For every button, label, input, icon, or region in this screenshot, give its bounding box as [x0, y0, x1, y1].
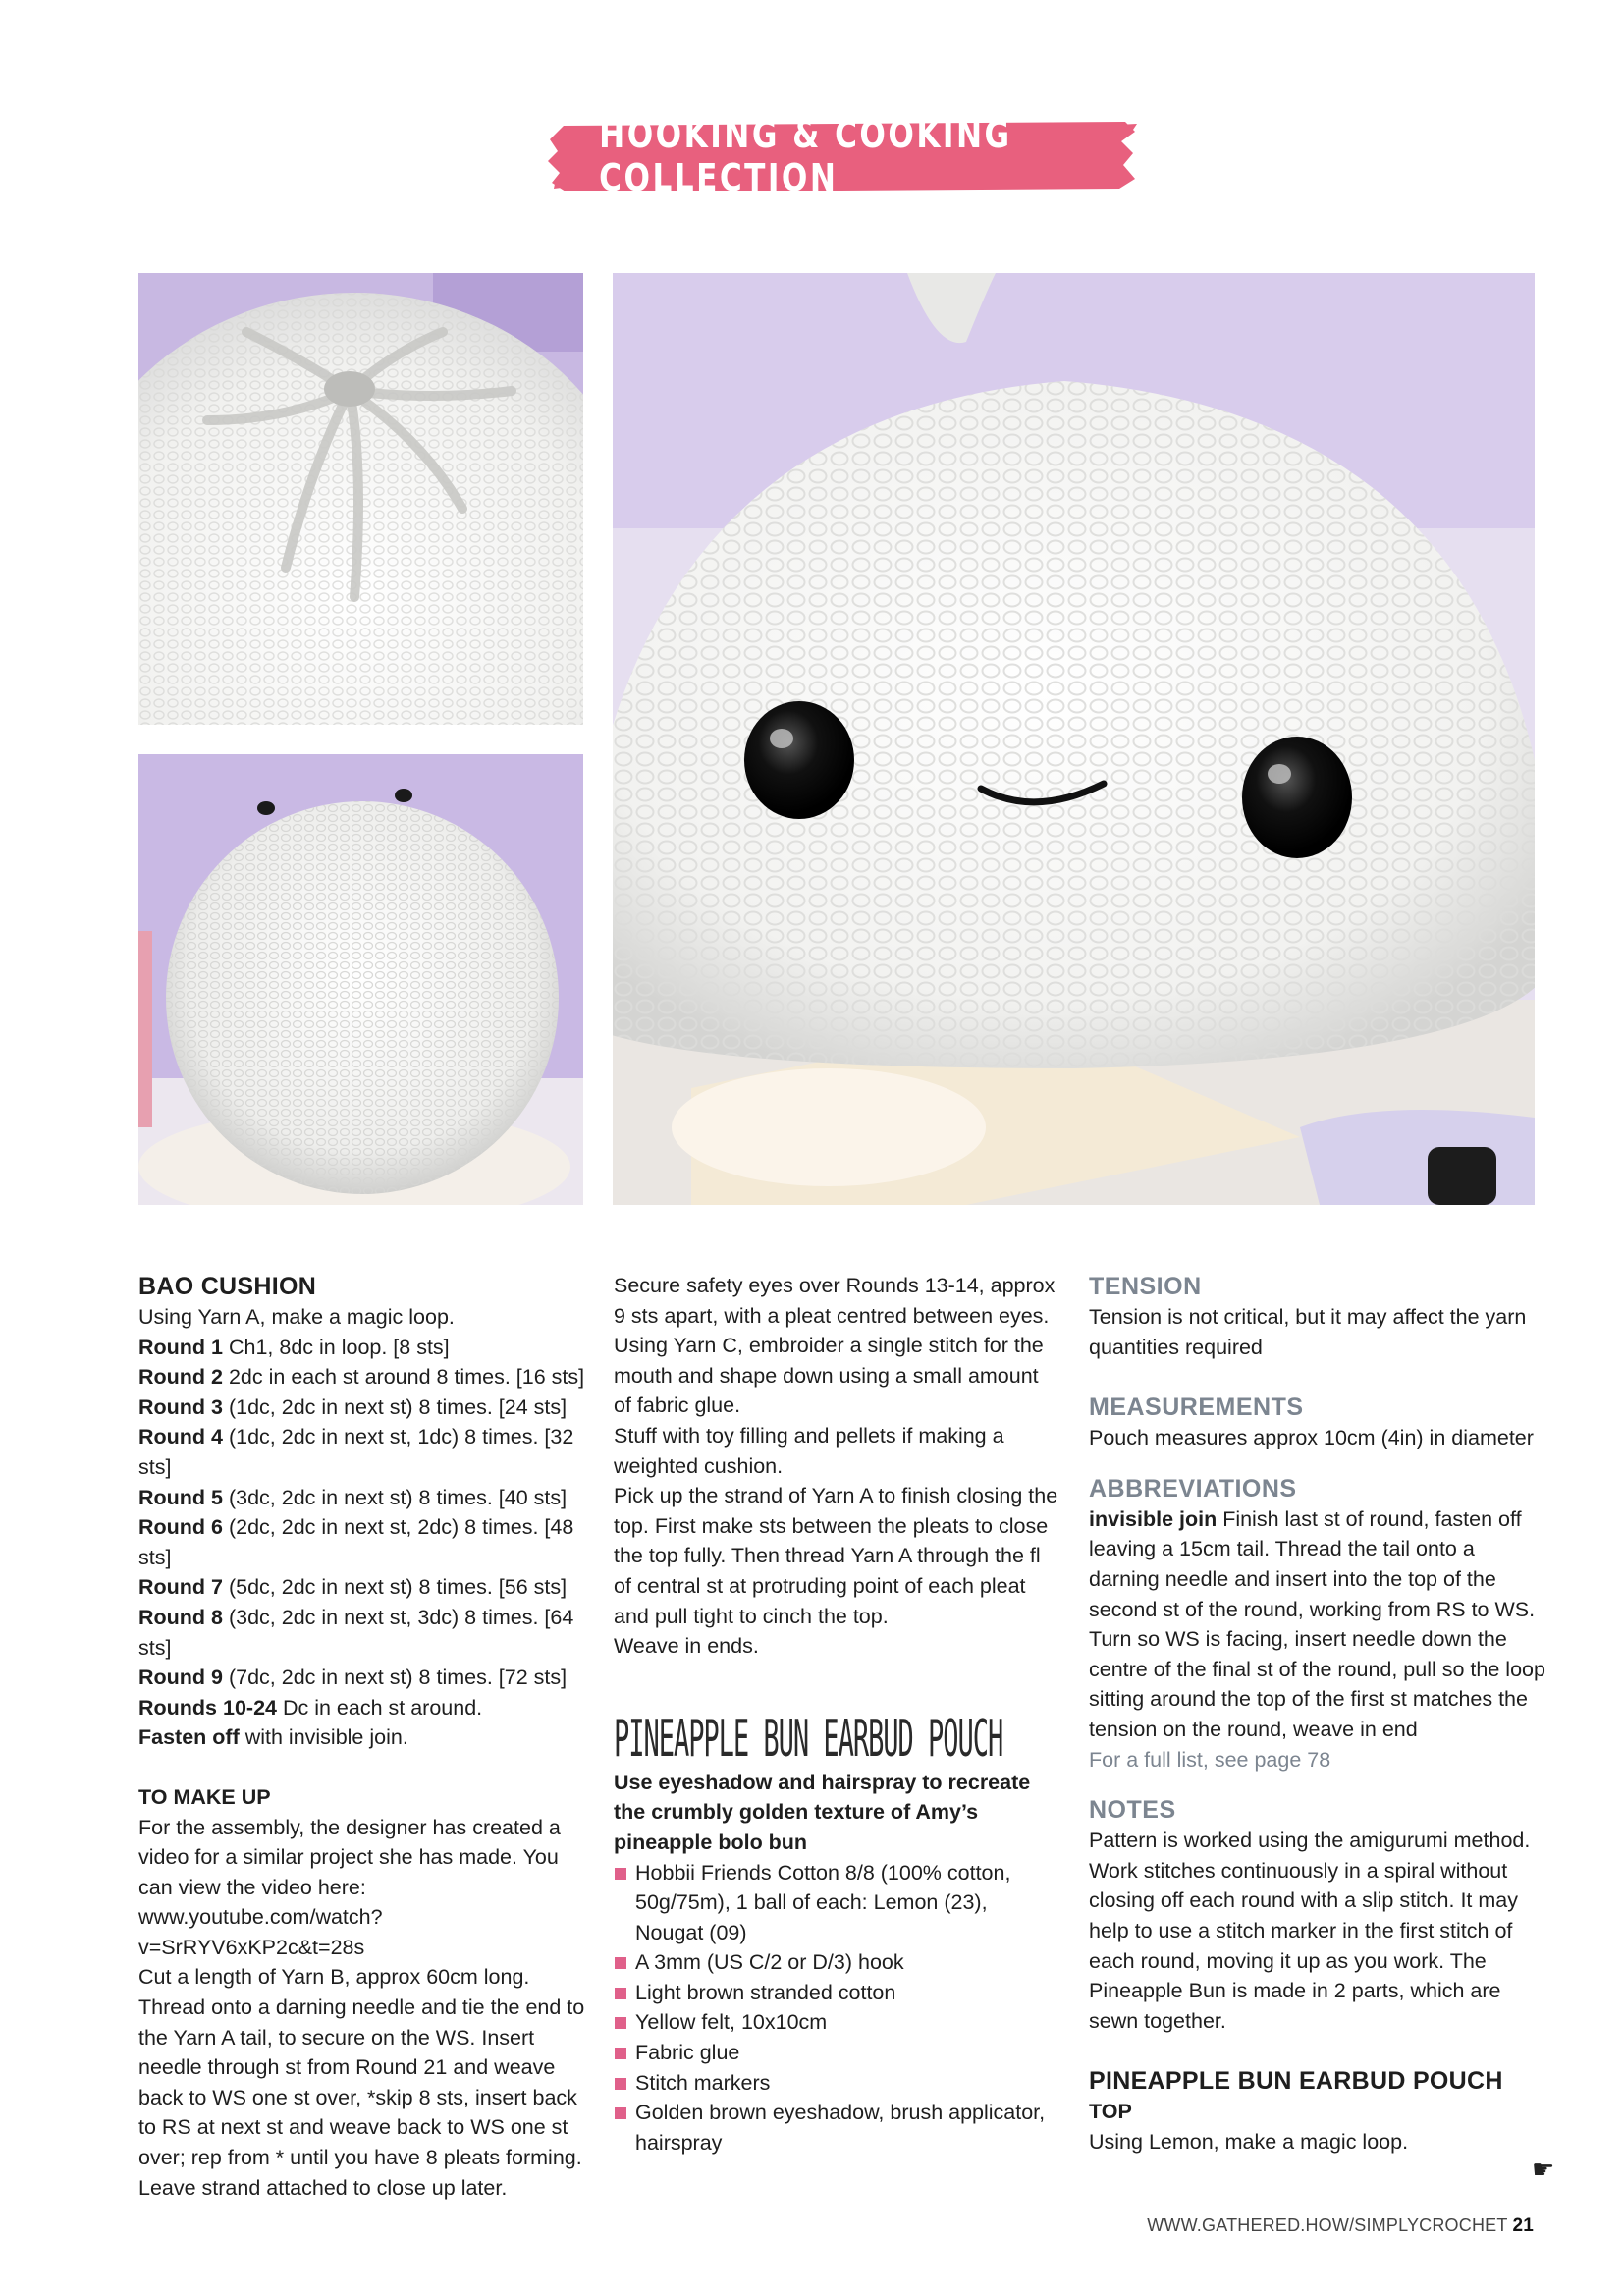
round-line: Round 7 (5dc, 2dc in next st) 8 times. [56 sts] [138, 1575, 568, 1600]
banner-title: HOOKING & COOKING COLLECTION [599, 113, 1012, 199]
list-item: Light brown stranded cotton [614, 1978, 1060, 2008]
to-make-up-title: TO MAKE UP [138, 1784, 271, 1809]
bao-intro: Using Yarn A, make a magic loop. [138, 1305, 455, 1329]
list-item: A 3mm (US C/2 or D/3) hook [614, 1947, 1060, 1978]
column-bao-cushion [138, 1271, 585, 2203]
round-line: Round 5 (3dc, 2dc in next st) 8 times. [40 sts] [138, 1485, 568, 1509]
column-pattern-info [1089, 1271, 1550, 2157]
pointing-hand-icon: ☛ [1532, 2155, 1555, 2184]
round-line: Rounds 10-24 Dc in each st around. [138, 1695, 483, 1720]
notes-title: NOTES [1089, 1796, 1176, 1825]
assembly-paragraph: Secure safety eyes over Rounds 13-14, approx 9 sts apart, with a pleat centred between eyes. [614, 1274, 1056, 1328]
abbreviations-note: For a full list, see page 78 [1089, 1747, 1331, 1772]
round-line: Round 6 (2dc, 2dc in next st, 2dc) 8 times. [48 sts] [138, 1515, 574, 1569]
list-item: Yellow felt, 10x10cm [614, 2007, 1060, 2038]
list-item: Fabric glue [614, 2038, 1060, 2068]
top-title: TOP [1089, 2100, 1132, 2124]
round-line: Round 8 (3dc, 2dc in next st, 3dc) 8 times. [64 sts] [138, 1605, 574, 1660]
round-line: Round 2 2dc in each st around 8 times. [16 sts] [138, 1365, 585, 1390]
round-line: Round 3 (1dc, 2dc in next st) 8 times. [24 sts] [138, 1394, 568, 1419]
tension-title: TENSION [1089, 1273, 1202, 1300]
abbreviation-entry: invisible join Finish last st of round, fasten off leaving a 15cm tail. Thread the tail onto a darning needle and insert into the top of the second st of the round, working from RS to WS. Turn so WS is facing, insert needle down the centre of the final st of the round, pull so the loop sitting around the top of the first st matches the tension on the round, weave in end [1089, 1506, 1545, 1741]
column-assembly-and-pouch [614, 1271, 1060, 2158]
pineapple-bun-section-title: PINEAPPLE BUN EARBUD POUCH [614, 1709, 1003, 1769]
materials-list [614, 1858, 1060, 2159]
top-text: Using Lemon, make a magic loop. [1089, 2129, 1409, 2154]
photo-bao-underside [138, 754, 583, 1205]
notes-text: Pattern is worked using the amigurumi method. Work stitches continuously in a spiral without closing off each round with a slip stitch. It may help to use a stitch marker in the first stitch of each round, moving it up as you work. The Pineapple Bun is made in 2 parts, which are sewn together. [1089, 1829, 1531, 2033]
make-up-paragraph: Cut a length of Yarn B, approx 60cm long. Thread onto a darning needle and tie the end to the Yarn A tail, to secure on the WS. Insert needle through st from Round 21 and weave back to WS one st over, *skip 8 sts, insert back to RS at next st and weave back to WS one st over; rep from * until you have 8 pleats forming. Leave strand attached to close up later. [138, 1965, 585, 2200]
make-up-paragraph: For the assembly, the designer has created a video for a similar project she has made. You can view the video here: www.youtube.com/watch?v=SrRYV6xKP2c&t=28s [138, 1815, 561, 1959]
list-item: Hobbii Friends Cotton 8/8 (100% cotton, 50g/75m), 1 ball of each: Lemon (23), Nougat (09) [614, 1858, 1060, 1948]
list-item: Golden brown eyeshadow, brush applicator, hairspray [614, 2098, 1060, 2158]
round-line: Round 1 Ch1, 8dc in loop. [8 sts] [138, 1335, 450, 1359]
footer-url: WWW.GATHERED.HOW/SIMPLYCROCHET [1147, 2215, 1508, 2235]
assembly-paragraph: Stuff with toy filling and pellets if making a weighted cushion. [614, 1423, 1004, 1478]
bao-cushion-title: BAO CUSHION [138, 1273, 317, 1300]
collection-banner [546, 113, 1137, 199]
abbreviations-title: ABBREVIATIONS [1089, 1474, 1297, 1503]
measurements-title: MEASUREMENTS [1089, 1394, 1304, 1422]
round-line: Round 9 (7dc, 2dc in next st) 8 times. [72 sts] [138, 1666, 568, 1690]
list-item: Stitch markers [614, 2068, 1060, 2099]
pouch-pattern-title: PINEAPPLE BUN EARBUD POUCH [1089, 2067, 1503, 2096]
tension-text: Tension is not critical, but it may affect the yarn quantities required [1089, 1305, 1527, 1359]
round-line: Fasten off with invisible join. [138, 1725, 408, 1750]
page-footer [1147, 2215, 1534, 2237]
assembly-paragraph: Pick up the strand of Yarn A to finish closing the top. First make sts between the pleats to close the top fully. Then thread Yarn A through the fl of central st at protruding point of each pleat and pull tight to cinch the top. [614, 1484, 1058, 1628]
photo-bao-cushion-face [613, 273, 1535, 1205]
assembly-paragraph: Weave in ends. [614, 1634, 759, 1659]
round-line: Round 4 (1dc, 2dc in next st, 1dc) 8 times. [32 sts] [138, 1425, 574, 1479]
page-number: 21 [1512, 2215, 1534, 2236]
measurements-text: Pouch measures approx 10cm (4in) in diameter [1089, 1426, 1534, 1450]
photo-bao-top [138, 273, 583, 725]
assembly-paragraph: Using Yarn C, embroider a single stitch for the mouth and shape down using a small amount of fabric glue. [614, 1334, 1044, 1418]
pouch-lead: Use eyeshadow and hairspray to recreate the crumbly golden texture of Amy’s pineapple bolo bun [614, 1770, 1031, 1854]
